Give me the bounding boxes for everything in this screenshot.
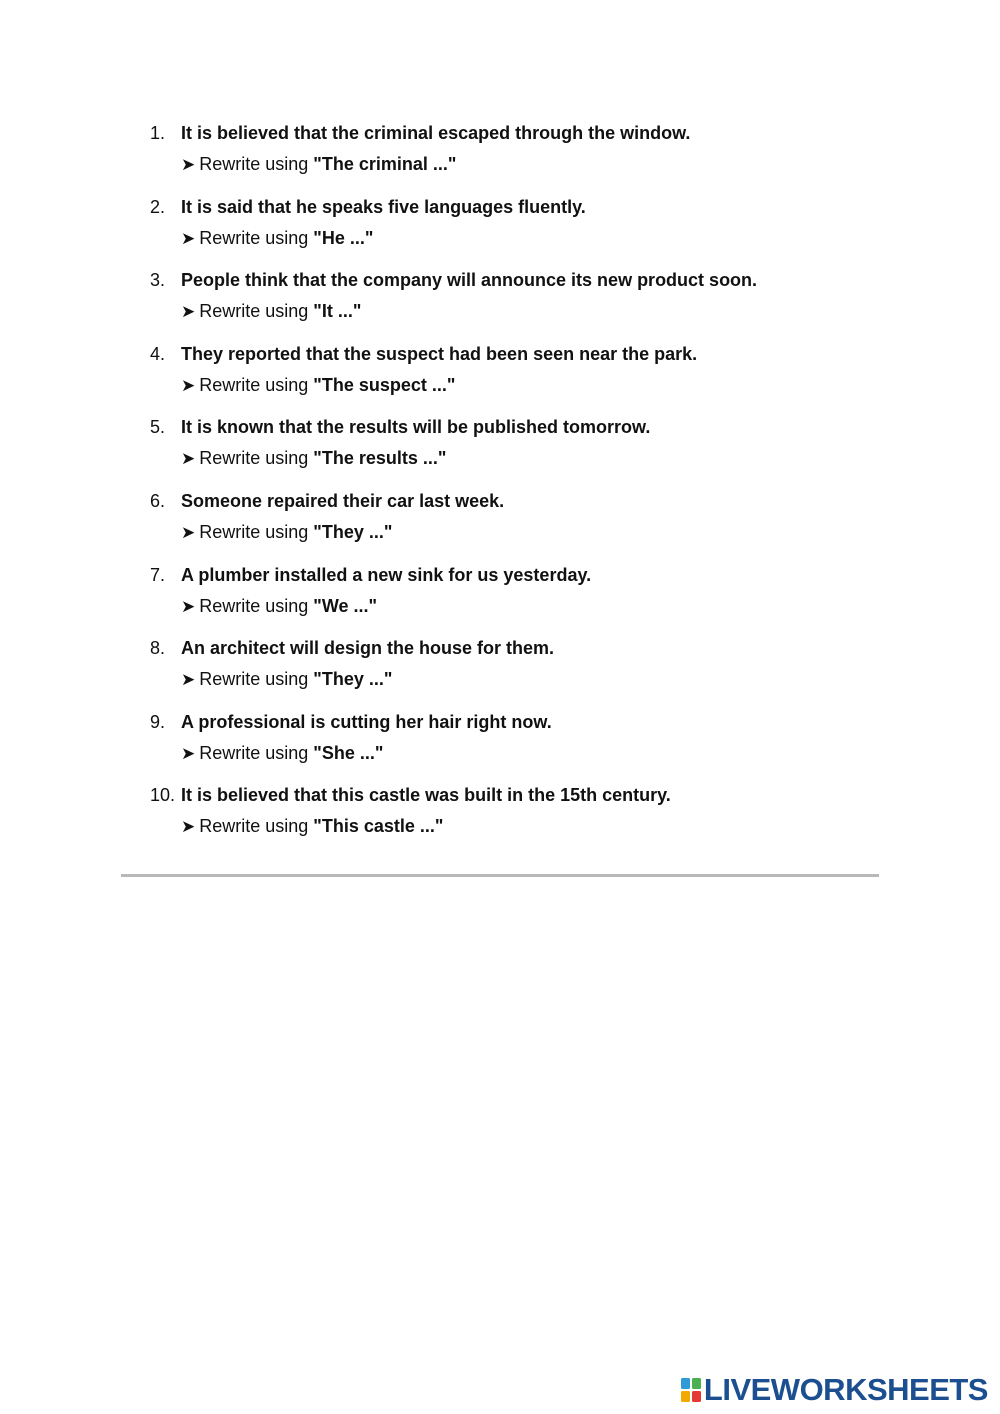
item-sentence: It is believed that this castle was built in the 15th century.	[181, 785, 671, 806]
hint-prefix: Rewrite using	[199, 669, 314, 690]
exercise-item-6	[150, 486, 910, 560]
hint-target: "They ..."	[313, 669, 393, 690]
exercise-item-4	[150, 339, 910, 413]
hint-target: "She ..."	[313, 742, 384, 763]
hint-prefix: Rewrite using	[199, 374, 314, 395]
item-sentence: Someone repaired their car last week.	[181, 490, 505, 511]
item-sentence: An architect will design the house for them.	[181, 638, 555, 659]
item-number: 6.	[150, 490, 166, 511]
item-sentence: It is known that the results will be published tomorrow.	[181, 417, 651, 438]
arrow-right-icon: ➤	[181, 302, 196, 323]
item-number: 5.	[150, 417, 166, 438]
hint-target: "The results ..."	[313, 448, 447, 469]
item-number: 9.	[150, 711, 166, 732]
arrow-right-icon: ➤	[181, 375, 196, 396]
arrow-right-icon: ➤	[181, 155, 196, 175]
arrow-right-icon: ➤	[181, 743, 196, 764]
exercise-item-7	[150, 560, 910, 634]
item-hint	[181, 521, 392, 544]
item-hint	[181, 742, 383, 765]
hint-target: "The criminal ..."	[313, 154, 457, 174]
liveworksheets-logo-icon	[680, 1377, 702, 1403]
exercise-item-5	[150, 412, 910, 486]
item-sentence: A professional is cutting her hair right now.	[181, 711, 552, 732]
arrow-right-icon: ➤	[181, 670, 196, 691]
exercise-list	[150, 118, 910, 854]
hint-prefix: Rewrite using	[199, 742, 314, 763]
item-number: 10.	[150, 785, 176, 806]
hint-prefix: Rewrite using	[199, 301, 314, 322]
exercise-item-2	[150, 192, 910, 266]
hint-target: "We ..."	[313, 595, 378, 616]
hint-prefix: Rewrite using	[199, 521, 314, 542]
item-hint	[181, 447, 446, 470]
exercise-item-3	[150, 265, 910, 339]
hint-prefix: Rewrite using	[199, 816, 314, 837]
item-hint	[181, 374, 455, 397]
item-hint	[181, 815, 443, 838]
hint-prefix: Rewrite using	[199, 595, 314, 616]
arrow-right-icon: ➤	[181, 596, 196, 617]
hint-prefix: Rewrite using	[199, 227, 314, 248]
section-divider	[121, 874, 879, 877]
arrow-right-icon: ➤	[181, 449, 196, 470]
brand-footer	[680, 1372, 988, 1408]
hint-target: "They ..."	[313, 521, 393, 542]
exercise-item-1	[150, 118, 910, 192]
item-hint	[181, 227, 373, 250]
item-number: 3.	[150, 270, 166, 291]
item-number: 8.	[150, 638, 166, 659]
item-sentence: They reported that the suspect had been seen near the park.	[181, 343, 698, 364]
item-sentence: People think that the company will announce its new product soon.	[181, 270, 758, 291]
item-hint	[181, 153, 456, 176]
exercise-item-8	[150, 633, 910, 707]
item-hint	[181, 595, 377, 618]
brand-name: LIVEWORKSHEETS	[703, 1372, 988, 1407]
item-hint	[181, 668, 392, 691]
hint-target: "This castle ..."	[313, 816, 444, 837]
item-number: 7.	[150, 564, 166, 585]
item-sentence: It is believed that the criminal escaped through the window.	[181, 123, 691, 143]
exercise-item-9	[150, 707, 910, 781]
item-sentence: It is said that he speaks five languages fluently.	[181, 196, 586, 217]
hint-prefix: Rewrite using	[199, 154, 314, 174]
exercise-item-10	[150, 780, 910, 854]
arrow-right-icon: ➤	[181, 817, 196, 838]
hint-target: "The suspect ..."	[313, 374, 456, 395]
hint-target: "He ..."	[313, 227, 374, 248]
item-number: 2.	[150, 196, 166, 217]
item-number: 4.	[150, 343, 166, 364]
item-sentence: A plumber installed a new sink for us yesterday.	[181, 564, 592, 585]
item-hint	[181, 300, 361, 323]
item-number: 1.	[150, 123, 166, 143]
hint-prefix: Rewrite using	[199, 448, 314, 469]
arrow-right-icon: ➤	[181, 228, 196, 249]
hint-target: "It ..."	[313, 301, 362, 322]
arrow-right-icon: ➤	[181, 522, 196, 543]
